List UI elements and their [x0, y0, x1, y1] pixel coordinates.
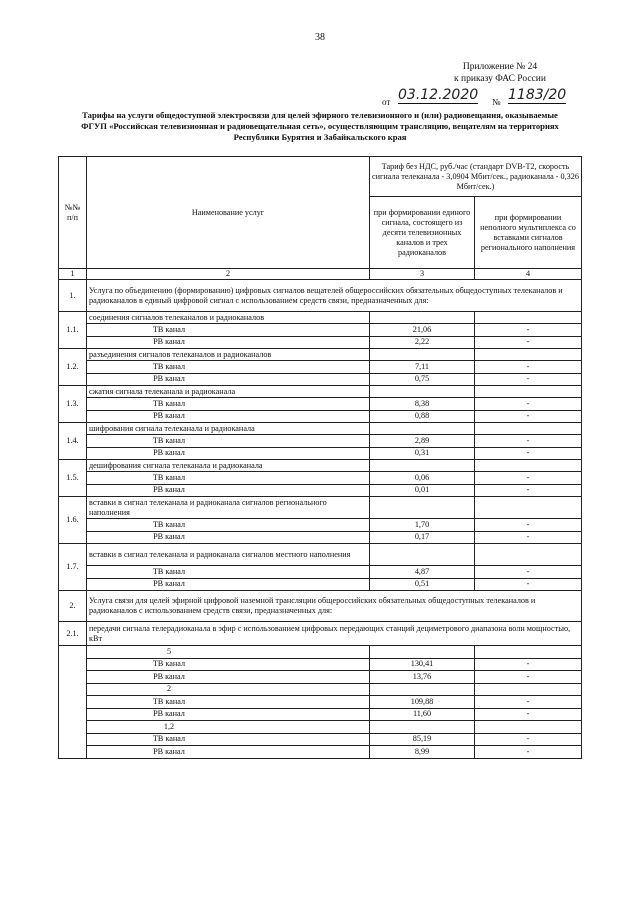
tariff-cell [475, 386, 582, 398]
col-number: 1 [59, 269, 87, 280]
tariff-cell [475, 312, 582, 324]
page-number: 38 [315, 32, 325, 43]
channel-label: ТВ канал [87, 324, 370, 337]
table-row [59, 708, 582, 721]
table-row [59, 324, 582, 337]
header-col3: при формировании единого сигнала, состоящего из десяти телевизионных каналов и трех радиоканалов [370, 197, 475, 269]
tariff-col4: - [475, 324, 582, 337]
table-row [59, 336, 582, 349]
tariff-cell [475, 646, 582, 659]
tariff-cell [370, 683, 475, 696]
row-num: 1.5. [59, 460, 87, 497]
service-name: вставки в сигнал телеканала и радиоканала сигналов местного наполнения [87, 544, 370, 566]
col-number: 2 [87, 269, 370, 280]
table-row [59, 683, 582, 696]
header-tariff: Тариф без НДС, руб./час (стандарт DVB-T2, скорость сигнала телеканала - 3,0904 Мбит/сек., радиоканала - 0,326 Мбит/сек.) [370, 157, 582, 197]
channel-label: РВ канал [87, 447, 370, 460]
channel-label: РВ канал [87, 578, 370, 591]
row-num: 1.4. [59, 423, 87, 460]
tariff-col4: - [475, 435, 582, 448]
tariff-col3: 8,99 [370, 746, 475, 759]
tariff-col4: - [475, 696, 582, 709]
table-row [59, 544, 582, 566]
header-service-name: Наименование услуг [87, 157, 370, 269]
table-row [59, 373, 582, 386]
tariff-col4: - [475, 708, 582, 721]
service-name: передачи сигнала телерадиоканала в эфир с использованием цифровых передающих станций дециметрового диапазона волн мощностью, кВт [87, 622, 582, 646]
tariff-cell [475, 683, 582, 696]
table-row [59, 696, 582, 709]
tariff-col4: - [475, 373, 582, 386]
tariff-col3: 4,87 [370, 566, 475, 579]
row-num: 1.2. [59, 349, 87, 386]
channel-label: ТВ канал [87, 566, 370, 579]
tariff-cell [370, 497, 475, 519]
table-row [59, 349, 582, 361]
channel-label: РВ канал [87, 410, 370, 423]
tariff-col3: 13,76 [370, 671, 475, 684]
section-text: Услуга по объединению (формированию) цифровых сигналов вещателей общероссийских обязательных общедоступных телеканалов и радиоканалов в единый цифровой сигнал с использованием средств связи, предназначенных для: [87, 280, 582, 312]
channel-label: ТВ канал [87, 696, 370, 709]
tariff-col3: 0,31 [370, 447, 475, 460]
channel-label: РВ канал [87, 336, 370, 349]
appendix-line2: к приказу ФАС России [454, 74, 546, 84]
appendix-header [420, 61, 580, 85]
table-row [59, 671, 582, 684]
header-col4: при формировании неполного мультиплекса со вставками сигналов регионального наполнения [475, 197, 582, 269]
tariff-col3: 109,88 [370, 696, 475, 709]
tariff-cell [475, 497, 582, 519]
row-num [59, 646, 87, 759]
table-row [59, 746, 582, 759]
tariff-cell [370, 721, 475, 734]
tariff-cell [370, 349, 475, 361]
tariff-col3: 8,38 [370, 398, 475, 411]
service-name: дешифрования сигнала телеканала и радиоканала [87, 460, 370, 472]
service-name: сжатия сигнала телеканала и радиоканала [87, 386, 370, 398]
tariff-cell [370, 312, 475, 324]
table-row [59, 460, 582, 472]
tariff-col4: - [475, 410, 582, 423]
section-text: Услуга связи для целей эфирной цифровой наземной трансляции общероссийских обязательных общедоступных телеканалов и радиоканалов с использованием средств связи, предназначенных для: [87, 591, 582, 622]
tariff-cell [475, 460, 582, 472]
row-num: 1.6. [59, 497, 87, 544]
row-num: 1.1. [59, 312, 87, 349]
tariff-col4: - [475, 578, 582, 591]
section-num: 1. [59, 280, 87, 312]
channel-label: ТВ канал [87, 519, 370, 532]
channel-label: ТВ канал [87, 658, 370, 671]
tariff-col4: - [475, 566, 582, 579]
channel-label: РВ канал [87, 373, 370, 386]
power-value: 2 [87, 683, 370, 696]
channel-label: РВ канал [87, 531, 370, 544]
tariff-cell [370, 646, 475, 659]
col-number: 4 [475, 269, 582, 280]
tariff-col3: 1,70 [370, 519, 475, 532]
table-row [59, 733, 582, 746]
tariff-cell [475, 349, 582, 361]
table-row [59, 435, 582, 448]
title-line3: Республики Бурятия и Забайкальского края [233, 132, 407, 142]
table-row [59, 398, 582, 411]
table-row [59, 531, 582, 544]
row-num: 1.7. [59, 544, 87, 591]
tariff-col3: 85,19 [370, 733, 475, 746]
tariff-col4: - [475, 671, 582, 684]
table-row [59, 578, 582, 591]
tariff-col3: 2,22 [370, 336, 475, 349]
title-line1: Тарифы на услуги общедоступной электросвязи для целей эфирного телевизионного и (или) радиовещания, оказываемые [82, 110, 558, 120]
table-row [59, 447, 582, 460]
channel-label: РВ канал [87, 708, 370, 721]
order-date: 03.12.2020 [398, 87, 479, 103]
power-value: 1,2 [87, 721, 370, 734]
order-reference [380, 87, 590, 107]
tariff-col3: 0,01 [370, 484, 475, 497]
table-row [59, 721, 582, 734]
channel-label: ТВ канал [87, 435, 370, 448]
appendix-line1: Приложение № 24 [462, 62, 538, 72]
table-row [59, 484, 582, 497]
tariff-col4: - [475, 658, 582, 671]
title-line2: ФГУП «Российская телевизионная и радиовещательная сеть», осуществляющим трансляцию, вещателям на территориях [81, 121, 559, 131]
tariff-col4: - [475, 336, 582, 349]
tariff-col4: - [475, 484, 582, 497]
table-row [59, 361, 582, 374]
table-row [59, 472, 582, 485]
tariff-col4: - [475, 531, 582, 544]
service-name: вставки в сигнал телеканала и радиоканала сигналов регионального наполнения [87, 497, 370, 519]
tariff-col4: - [475, 361, 582, 374]
tariff-cell [370, 386, 475, 398]
power-value: 5 [87, 646, 370, 659]
service-name: разъединения сигналов телеканалов и радиоканалов [87, 349, 370, 361]
tariff-table [58, 156, 582, 759]
channel-label: РВ канал [87, 484, 370, 497]
tariff-col4: - [475, 398, 582, 411]
tariff-col3: 0,75 [370, 373, 475, 386]
tariff-cell [475, 544, 582, 566]
tariff-cell [475, 721, 582, 734]
header-num: №№ п/п [59, 157, 87, 269]
col-number: 3 [370, 269, 475, 280]
tariff-col3: 0,06 [370, 472, 475, 485]
channel-label: ТВ канал [87, 361, 370, 374]
tariff-cell [475, 423, 582, 435]
tariff-col3: 0,51 [370, 578, 475, 591]
channel-label: РВ канал [87, 671, 370, 684]
row-num: 1.3. [59, 386, 87, 423]
table-row [59, 386, 582, 398]
tariff-cell [370, 544, 475, 566]
table-row [59, 410, 582, 423]
table-row [59, 566, 582, 579]
tariff-col3: 21,06 [370, 324, 475, 337]
section-num: 2. [59, 591, 87, 622]
tariff-cell [370, 423, 475, 435]
tariff-col3: 0,88 [370, 410, 475, 423]
tariff-col3: 7,11 [370, 361, 475, 374]
table-row [59, 591, 582, 622]
tariff-col3: 0,17 [370, 531, 475, 544]
tariff-col4: - [475, 746, 582, 759]
tariff-col3: 2,89 [370, 435, 475, 448]
tariff-col3: 11,60 [370, 708, 475, 721]
table-row [59, 646, 582, 659]
table-row [59, 519, 582, 532]
service-name: соединения сигналов телеканалов и радиоканалов [87, 312, 370, 324]
channel-label: ТВ канал [87, 398, 370, 411]
channel-label: ТВ канал [87, 733, 370, 746]
number-prefix: № [492, 97, 501, 107]
row-num: 2.1. [59, 622, 87, 646]
date-prefix: от [382, 97, 391, 107]
table-row [59, 658, 582, 671]
channel-label: РВ канал [87, 746, 370, 759]
tariff-col4: - [475, 447, 582, 460]
tariff-col4: - [475, 519, 582, 532]
tariff-col3: 130,41 [370, 658, 475, 671]
document-title [60, 110, 580, 143]
order-number: 1183/20 [508, 87, 567, 103]
tariff-cell [370, 460, 475, 472]
tariff-col4: - [475, 472, 582, 485]
service-name: шифрования сигнала телеканала и радиоканала [87, 423, 370, 435]
channel-label: ТВ канал [87, 472, 370, 485]
table-row [59, 497, 582, 519]
table-row [59, 423, 582, 435]
tariff-col4: - [475, 733, 582, 746]
table-row [59, 622, 582, 646]
table-row [59, 312, 582, 324]
